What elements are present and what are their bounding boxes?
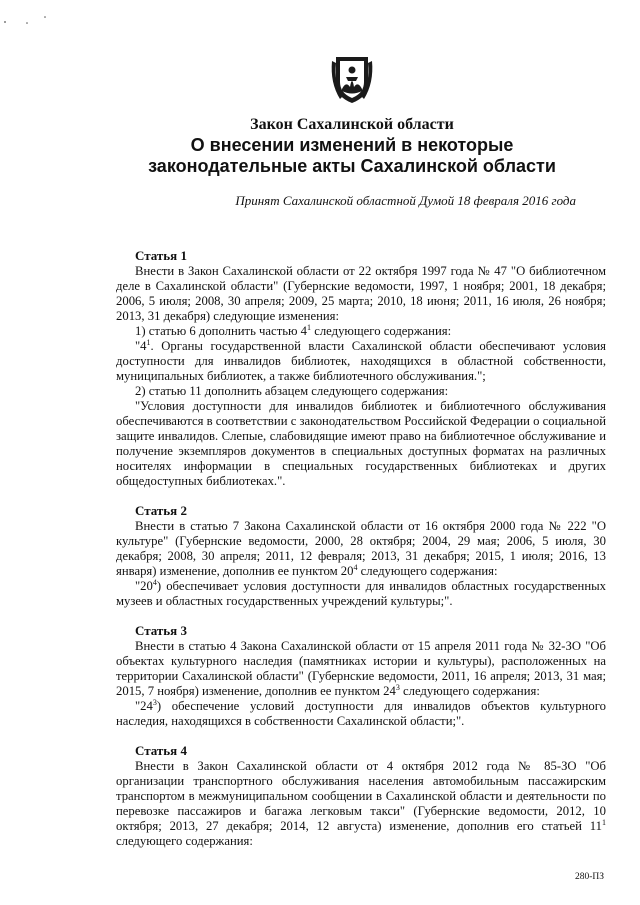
- paragraph: "$4^1$. Органы государственной власти Сахалинской области обеспечивают условия доступности для инвалидов библиотек, находящихся в областной собственности, муниципальных библиотек, а также библиотечного обслуживания.";: [116, 337, 606, 383]
- paragraph: Внести в Закон Сахалинской области от 22 октября 1997 года № 47 "О библиотечном деле в Сахалинской области" (Губернские ведомости, 1997, 1 ноября; 2001, 18 декабря; 2006, 5 июля; 2008, 30 апреля; 2009, 25 марта; 2010, 18 июня; 2011, 16 июля, 26 ноября; 2013, 31 декабря) следующие изменения:: [116, 264, 606, 323]
- article-1: [116, 248, 606, 489]
- paragraph: 1) статью 6 дополнить частью $4^1$ следующего содержания:: [135, 322, 452, 338]
- article-4: [116, 743, 606, 849]
- paragraph: Внести в статью 4 Закона Сахалинской области от 15 апреля 2011 года № 32-ЗО "Об объектах культурного наследия (памятниках истории и культуры), расположенных на территории Сахалинской области" (Губернские ведомости, 2011, 16 апреля; 2013, 31 мая; 2015, 7 ноября) изменение, дополнив ее пунктом $24^3$ следующего содержания:: [116, 639, 606, 698]
- paragraph: "$24^3$) обеспечение условий доступности для инвалидов объектов культурного наследия, находящихся в собственности Сахалинской области;".: [116, 697, 606, 728]
- article-2: [116, 503, 606, 609]
- article-title: Статья 1: [135, 248, 187, 263]
- article-3: [116, 623, 606, 729]
- law-title-line-1: О внесении изменений в некоторые: [190, 135, 514, 155]
- paragraph: 2) статью 11 дополнить абзацем следующего содержания:: [135, 384, 449, 398]
- paragraph: "Условия доступности для инвалидов библиотек и библиотечного обслуживания обеспечиваются в соответствии с законодательством Российской Федерации о социальной защите инвалидов. Слепые, слабовидящие имеют право на библиотечное обслуживание и получение экземпляров документов в специальных доступных форматах на различных носителях информации в специальных государственных библиотеках и других общедоступных библиотеках.".: [116, 399, 606, 488]
- article-title: Статья 3: [135, 623, 187, 638]
- paragraph: Внести в статью 7 Закона Сахалинской области от 16 октября 2000 года № 222 "О культуре" (Губернские ведомости, 2000, 28 октября; 2004, 29 мая; 2006, 5 июля, 30 декабря; 2008, 30 апреля; 2011, 12 февраля; 2013, 31 декабря; 2015, 1 июля; 2016, 13 января) изменение, дополнив ее пунктом $20^4$ следующего содержания:: [116, 519, 606, 578]
- paragraph: Внести в Закон Сахалинской области от 4 октября 2012 года № 85-ЗО "Об организации транспортного обслуживания населения автомобильным пассажирским транспортом в межмуниципальном сообщении в Сахалинской области и деятельности по перевозке пассажиров и багажа легковым такси" (Губернские ведомости, 2012, 10 октября; 2013, 27 декабря; 2014, 12 августа) изменение, дополнив его статьей $11^1$ следующего содержания:: [116, 759, 606, 848]
- article-title: Статья 2: [135, 503, 187, 518]
- article-title: Статья 4: [135, 743, 187, 758]
- law-body: [116, 248, 606, 863]
- adoption-note: Принят Сахалинской областной Думой 18 февраля 2016 года: [235, 193, 576, 208]
- law-name: Закон Сахалинской области: [250, 116, 454, 133]
- paragraph: "$20^4$) обеспечивает условия доступности для инвалидов областных государственных музеев и областных государственных учреждений культуры;".: [116, 577, 606, 608]
- law-title-line-2: законодательные акты Сахалинской области: [148, 156, 556, 176]
- document-code: 280-ПЗ: [574, 872, 604, 882]
- law-heading: [0, 115, 640, 177]
- scan-specks: [0, 0, 60, 30]
- coat-of-arms-icon: [330, 53, 374, 105]
